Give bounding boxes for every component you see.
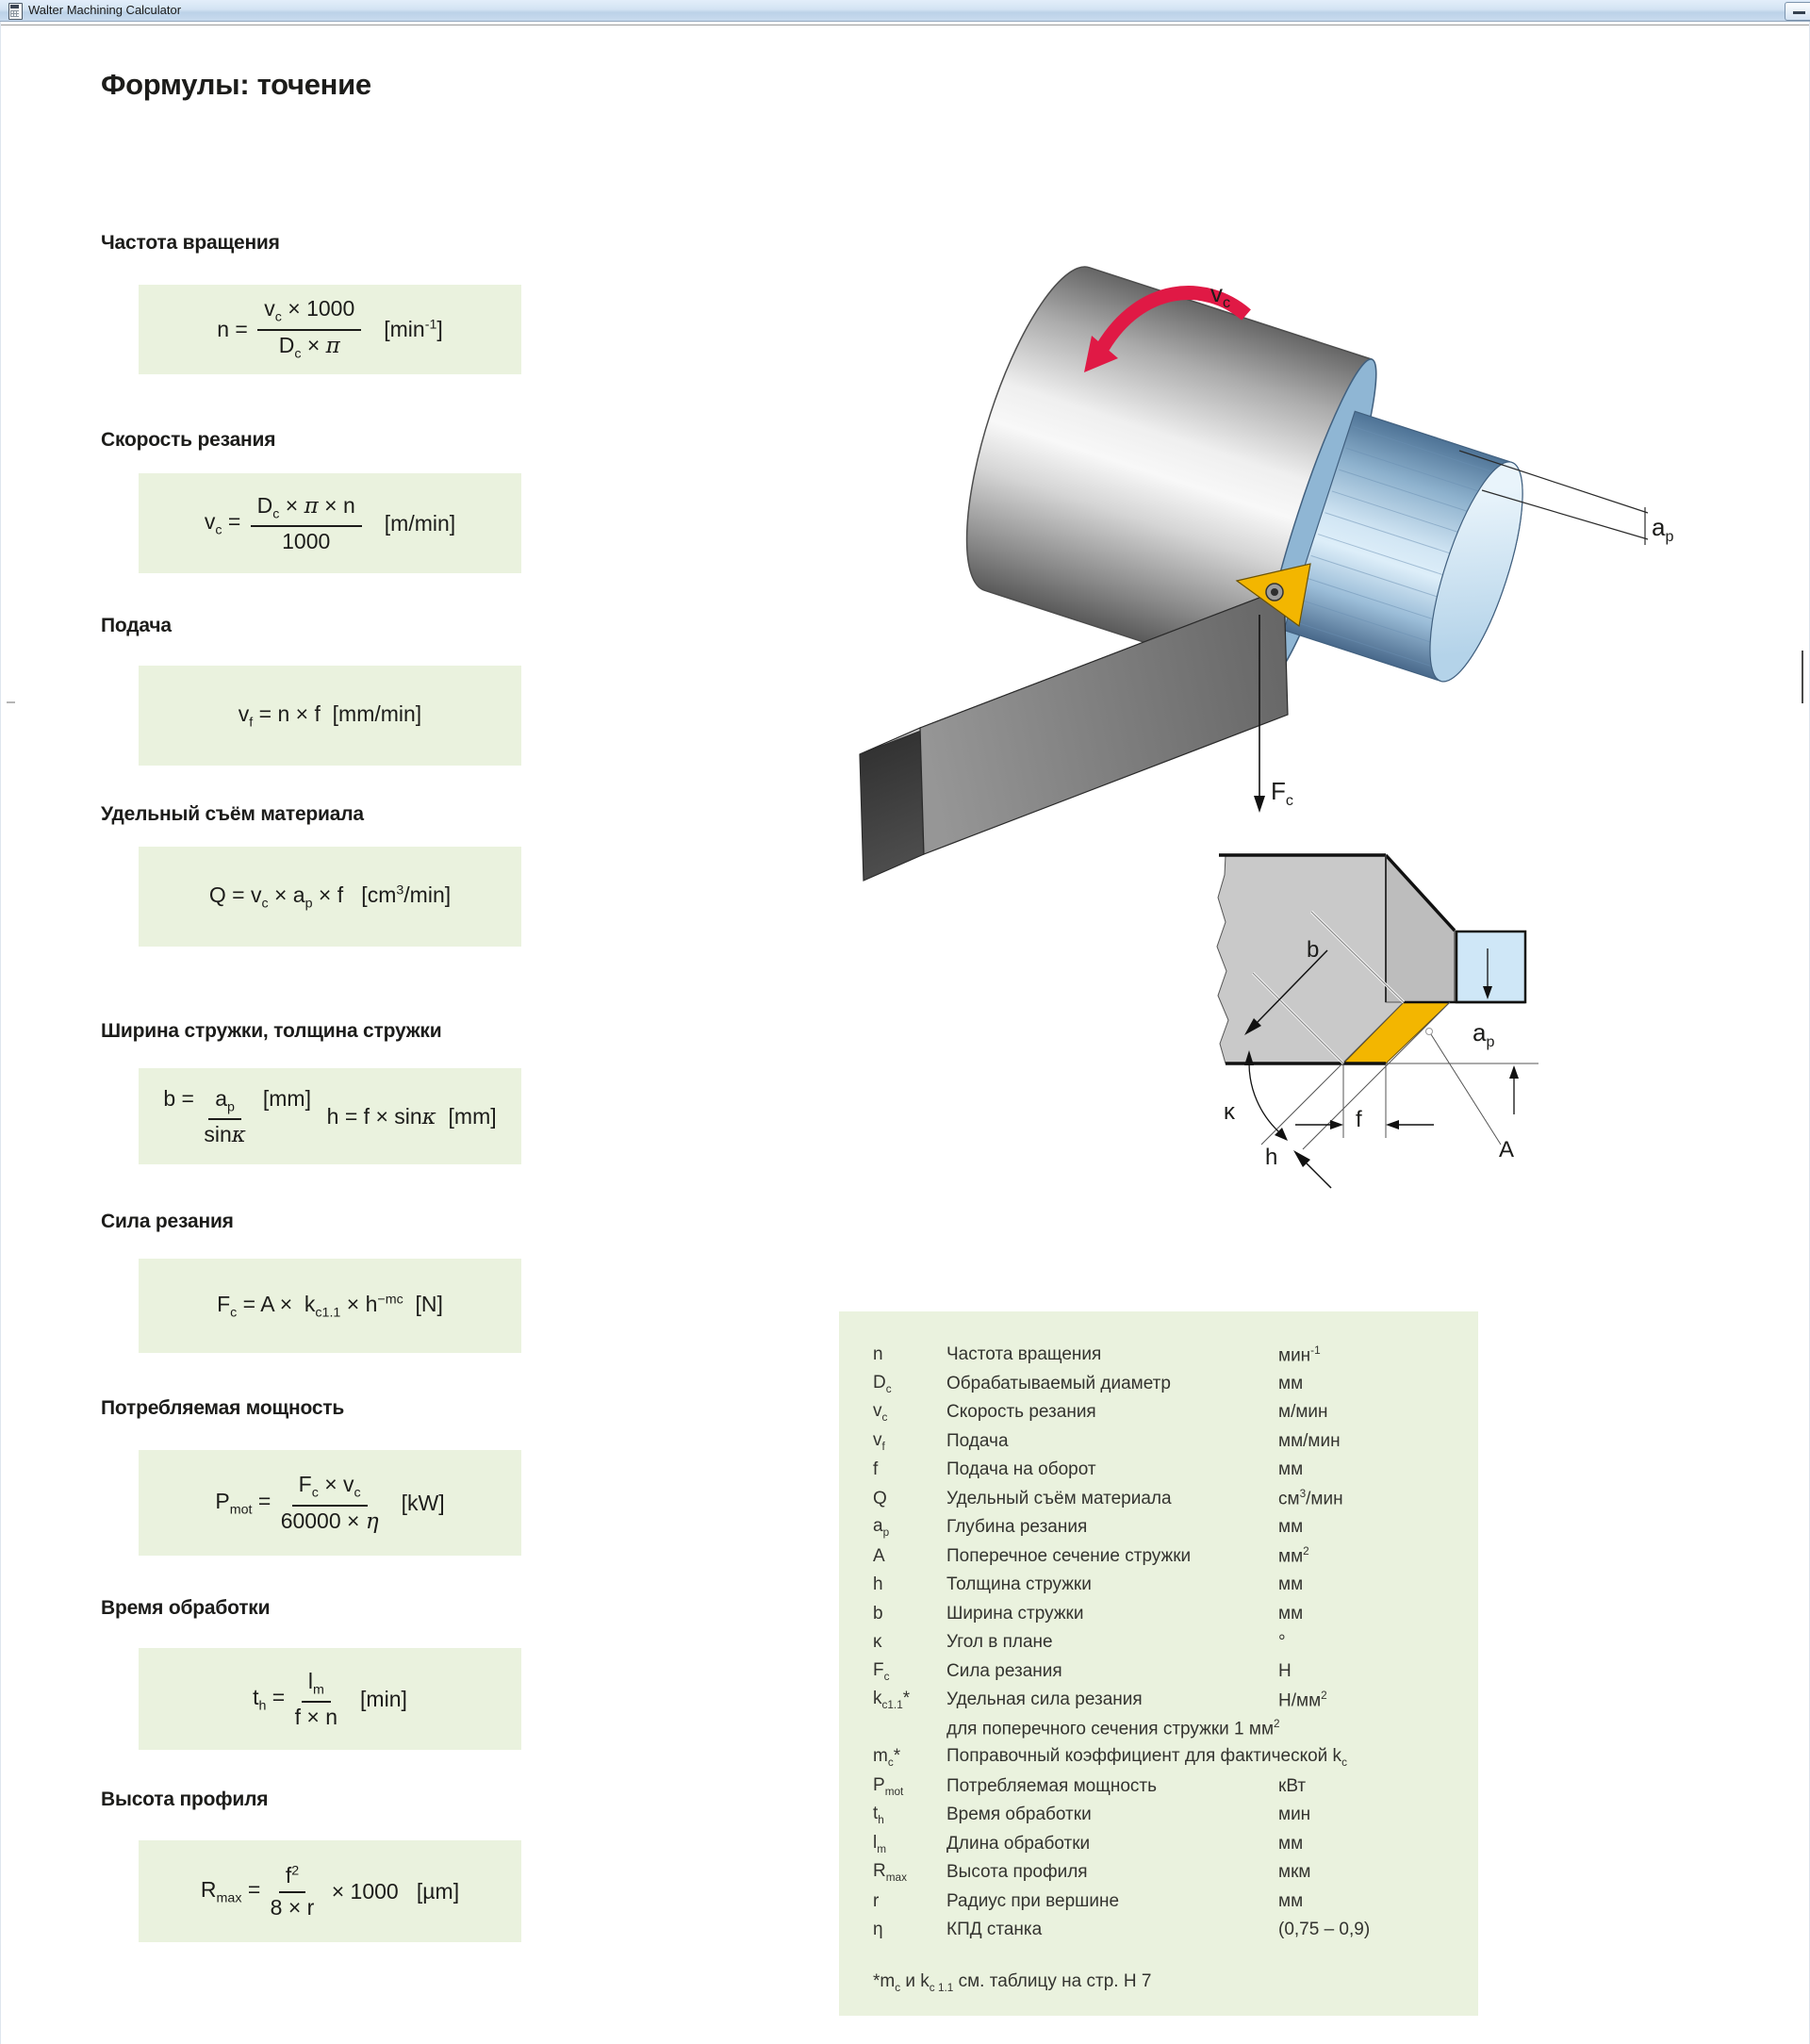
- numerator: $a_p$: [208, 1087, 241, 1121]
- formula-unit: [min]: [360, 1686, 407, 1711]
- formula-machining-time: [139, 1648, 521, 1750]
- symbol-legend: [839, 1311, 1478, 2016]
- legend-row: η КПД станка (0,75 – 0,9): [873, 1920, 1371, 1940]
- ap-label-detail: $a_p$: [1473, 1018, 1495, 1051]
- formula-lhs: b =: [163, 1085, 201, 1111]
- legend-row: b Ширина стружки мм: [873, 1603, 1304, 1624]
- denominator: 60000 × η: [280, 1508, 379, 1534]
- denominator: 8 × r: [270, 1894, 315, 1920]
- numerator: $l_m$: [302, 1670, 331, 1704]
- numerator: $D_c \times \pi \times n$: [251, 494, 362, 528]
- numerator: $v_c \times 1000$: [257, 297, 361, 331]
- legend-row: f Подача на оборот мм: [873, 1459, 1304, 1480]
- fraction: [295, 1670, 337, 1729]
- heading-rotation-speed: Частота вращения: [101, 232, 280, 254]
- formula-unit: $[\min^{-1}]$: [384, 317, 443, 341]
- formula-unit: [kW]: [401, 1490, 445, 1515]
- legend-row: r Радиус при вершине мм: [873, 1890, 1304, 1911]
- legend-row: h Толщина стружки мм: [873, 1574, 1304, 1595]
- fc-label: $F_c$: [1271, 777, 1293, 810]
- legend-row: $P_{mot}$ Потребляемая мощность кВт: [873, 1774, 1307, 1798]
- heading-power: Потребляемая мощность: [101, 1397, 345, 1419]
- legend-row: $a_p$ Глубина резания мм: [873, 1516, 1304, 1540]
- h-label: h: [1265, 1145, 1278, 1170]
- heading-machining-time: Время обработки: [101, 1597, 271, 1619]
- f-dimension: [1295, 1120, 1434, 1129]
- legend-row: $l_m$ Длина обработки мм: [873, 1832, 1304, 1855]
- legend-row: n Частота вращения мин$^{-1}$: [873, 1343, 1321, 1365]
- formula-body: $Q = v_c \times a_p \times f$ $[cm^3/\min]$: [208, 882, 452, 912]
- legend-row: Q Удельный съём материала $см^3$/мин: [873, 1488, 1343, 1509]
- f-label: f: [1356, 1107, 1362, 1132]
- heading-cutting-speed: Скорость резания: [101, 429, 276, 451]
- formula-lhs: $t_h$ =: [253, 1684, 291, 1714]
- heading-chip-width: Ширина стружки, толщина стружки: [101, 1020, 442, 1042]
- legend-row: $v_f$ Подача мм/мин: [873, 1429, 1341, 1453]
- formula-h: h = f × sinκ [mm]: [326, 1103, 497, 1129]
- formula-post: × 1000 [µm]: [325, 1878, 460, 1904]
- legend-row: для поперечного сечения стружки 1 $мм^2$: [946, 1718, 1280, 1739]
- legend-row: $R_{max}$ Высота профиля мкм: [873, 1861, 1311, 1885]
- heading-profile-height: Высота профиля: [101, 1788, 269, 1810]
- h-dimension: [1293, 1150, 1331, 1188]
- legend-row: $v_c$ Скорость резания м/мин: [873, 1401, 1328, 1425]
- formula-body: $v_f = n \times f$ [mm/min]: [238, 701, 422, 731]
- legend-row: $k_{c1.1}*$ Удельная сила резания $Н/мм^2$: [873, 1689, 1327, 1712]
- legend-row: $m_c*$ Поправочный коэффициент для фактической $k_c$: [873, 1746, 1347, 1770]
- formula-lhs: $R_{max}$ =: [200, 1876, 267, 1906]
- tool-holder: [860, 588, 1288, 881]
- heading-cutting-force: Сила резания: [101, 1211, 234, 1232]
- legend-row: κ Угол в плане °: [873, 1632, 1286, 1653]
- legend-row: $F_c$ Сила резания Н: [873, 1659, 1292, 1683]
- formula-profile-height: [139, 1840, 521, 1942]
- denominator: 1000: [282, 529, 331, 554]
- formula-lhs: $P_{mot}$ =: [215, 1488, 277, 1518]
- numerator: $f^2$: [279, 1864, 305, 1892]
- page-title: Формулы: точение: [101, 68, 371, 101]
- formula-unit: [mm]: [262, 1085, 311, 1111]
- formula-lhs: n =: [217, 317, 255, 341]
- formula-cutting-force: [139, 1259, 521, 1353]
- legend-row: $D_c$ Обрабатываемый диаметр мм: [873, 1372, 1304, 1395]
- denominator: sinκ: [204, 1122, 246, 1148]
- heading-feed: Подача: [101, 615, 172, 636]
- machined-surface-square: [1456, 931, 1525, 1002]
- ap-label-upper: $a_p$: [1652, 513, 1674, 546]
- formula-power: [139, 1450, 521, 1556]
- legend-row: A Поперечное сечение стружки $мм^2$: [873, 1545, 1309, 1567]
- vc-label: $v_c$: [1210, 279, 1231, 312]
- a-leader-dot: [1426, 1029, 1433, 1035]
- formula-unit: [m/min]: [384, 510, 456, 536]
- fraction: [281, 1473, 379, 1533]
- numerator: $F_c \times v_c$: [292, 1473, 368, 1507]
- legend-row: $t_h$ Время обработки мин: [873, 1804, 1311, 1827]
- window-title: Walter Machining Calculator: [28, 3, 182, 17]
- fraction: [271, 1864, 315, 1918]
- denominator: f × n: [294, 1705, 338, 1730]
- heading-removal-rate: Удельный съём материала: [101, 803, 364, 825]
- kappa-label: κ: [1224, 1099, 1235, 1125]
- legend-footnote: $*m_c$ и $k_{c 1.1}$ см. таблицу на стр. H 7: [873, 1971, 1152, 1994]
- b-label: b: [1307, 937, 1320, 963]
- a-label: A: [1499, 1137, 1515, 1162]
- formula-lhs: $v_c$ =: [204, 508, 247, 538]
- denominator: $D_c \times \pi$: [278, 333, 340, 362]
- formula-body: $F_c = A \times k_{c1.1} \times h^{-mc}$ [N]: [217, 1291, 443, 1321]
- legend-rows: [839, 1341, 1478, 1945]
